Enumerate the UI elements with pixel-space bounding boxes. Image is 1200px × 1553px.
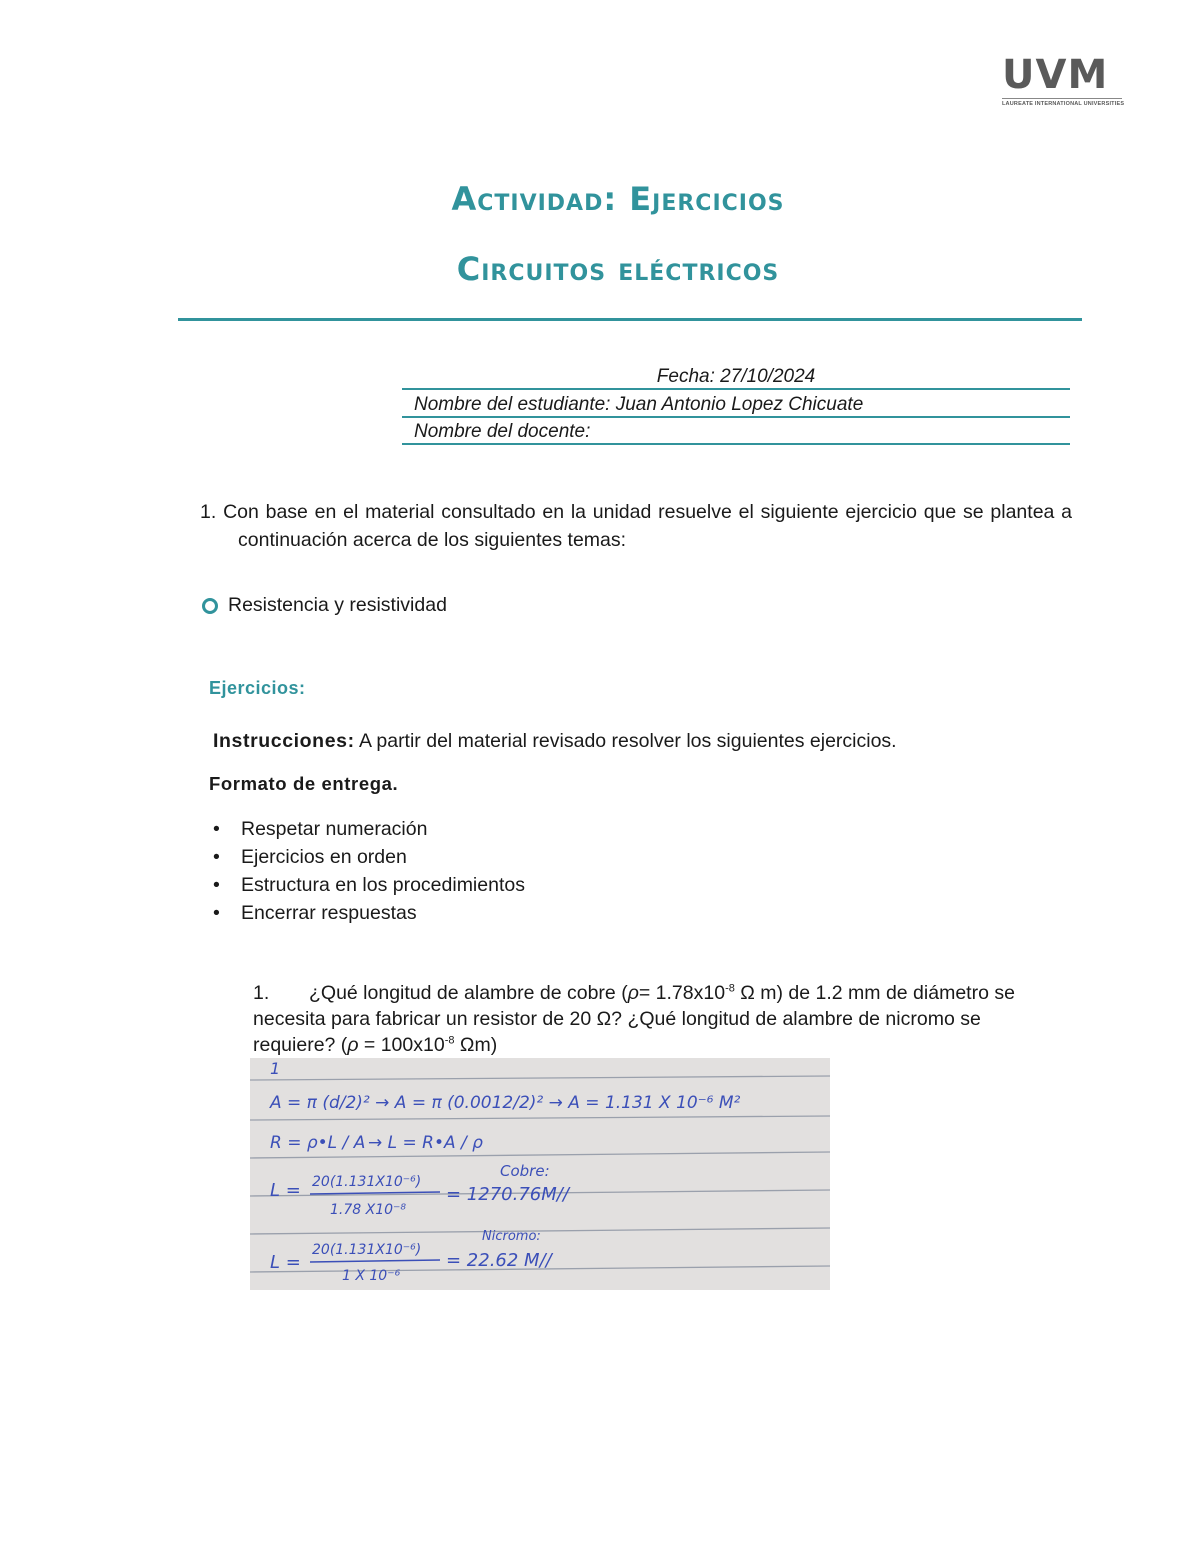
page-subtitle: Circuitos eléctricos bbox=[456, 250, 780, 288]
hw-length-formula: → L = R•A / ρ bbox=[368, 1133, 483, 1153]
list-item bbox=[213, 871, 525, 899]
bullet-icon: • bbox=[213, 874, 220, 896]
instructions bbox=[213, 730, 897, 753]
question-text: Ω m) de 1.2 mm de diámetro se necesita para fabricar un resistor de 20 Ω? ¿Qué longitud de alambre de nicromo se requiere? ( bbox=[253, 982, 1015, 1056]
list-item-label: Estructura en los procedimientos bbox=[241, 874, 525, 896]
list-item bbox=[213, 899, 525, 927]
list-item-label: Encerrar respuestas bbox=[241, 902, 417, 924]
teacher-name-field: Nombre del docente: bbox=[402, 421, 1070, 445]
bullet-icon: • bbox=[213, 846, 220, 868]
question-text: ¿Qué longitud de alambre de cobre ( bbox=[309, 982, 628, 1004]
list-item-label: Ejercicios en orden bbox=[241, 846, 407, 868]
question-number: 1. bbox=[253, 982, 270, 1004]
list-item bbox=[213, 843, 525, 871]
logo-text: UVM bbox=[1002, 52, 1109, 98]
logo-subtitle: LAUREATE INTERNATIONAL UNIVERSITIES bbox=[1002, 98, 1122, 107]
hw-copper-label: Cobre: bbox=[500, 1162, 550, 1180]
hw-l-label: L = bbox=[270, 1180, 301, 1201]
instructions-text: A partir del material revisado resolver los siguientes ejercicios. bbox=[354, 730, 897, 752]
topic-label: Resistencia y resistividad bbox=[228, 594, 447, 616]
page-title: Actividad: Ejercicios bbox=[451, 180, 785, 218]
hw-nichrome-result: = 22.62 M// bbox=[446, 1250, 552, 1271]
question-text: = 100x10 bbox=[358, 1034, 445, 1056]
hw-area-formula: A = π (d/2)² → A = π (0.0012/2)² → A = 1.131 X 10⁻⁶ M² bbox=[270, 1093, 741, 1113]
list-item-label: Respetar numeración bbox=[241, 818, 428, 840]
hw-line-number: 1 bbox=[270, 1059, 281, 1078]
question-text: Ωm) bbox=[454, 1034, 498, 1056]
hw-nichrome-denominator: 1 X 10⁻⁶ bbox=[342, 1268, 401, 1284]
delivery-format-heading: Formato de entrega. bbox=[209, 773, 399, 794]
student-name-field: Nombre del estudiante: Juan Antonio Lopez Chicuate bbox=[402, 394, 1070, 418]
rho-symbol: ρ bbox=[627, 982, 639, 1004]
exponent: -8 bbox=[725, 982, 735, 995]
bullet-icon: • bbox=[213, 818, 220, 840]
exercises-heading: Ejercicios: bbox=[209, 678, 306, 698]
hw-copper-denominator: 1.78 X10⁻⁸ bbox=[330, 1202, 407, 1218]
rho-symbol: ρ bbox=[347, 1034, 359, 1056]
handwritten-solution-photo bbox=[250, 1058, 830, 1290]
intro-text: Con base en el material consultado en la unidad resuelve el siguiente ejercicio que se plantea a continuación acerca de los siguientes temas: bbox=[223, 501, 1073, 551]
bullet-icon: • bbox=[213, 902, 220, 924]
delivery-format-list bbox=[213, 815, 525, 927]
exponent: -8 bbox=[444, 1034, 455, 1047]
date-field: Fecha: 27/10/2024 bbox=[402, 366, 1070, 390]
hw-resistance-formula: R = ρ•L / A bbox=[270, 1133, 366, 1153]
hw-copper-result: = 1270.76M// bbox=[446, 1184, 569, 1205]
circle-bullet-icon bbox=[202, 598, 218, 614]
hw-nichrome-label: Nicromo: bbox=[482, 1229, 541, 1244]
instructions-label: Instrucciones: bbox=[213, 730, 355, 752]
topic-item bbox=[202, 594, 447, 617]
question-1 bbox=[253, 980, 1068, 1058]
hw-copper-numerator: 20(1.131X10⁻⁶) bbox=[312, 1174, 422, 1190]
title-divider bbox=[178, 318, 1082, 321]
uvm-logo bbox=[1002, 52, 1125, 107]
intro-paragraph bbox=[200, 498, 1072, 554]
hw-l-label: L = bbox=[270, 1252, 301, 1273]
intro-number: 1. bbox=[200, 501, 217, 523]
list-item bbox=[213, 815, 525, 843]
question-text: = 1.78x10 bbox=[638, 982, 726, 1004]
hw-nichrome-numerator: 20(1.131X10⁻⁶) bbox=[312, 1242, 422, 1258]
